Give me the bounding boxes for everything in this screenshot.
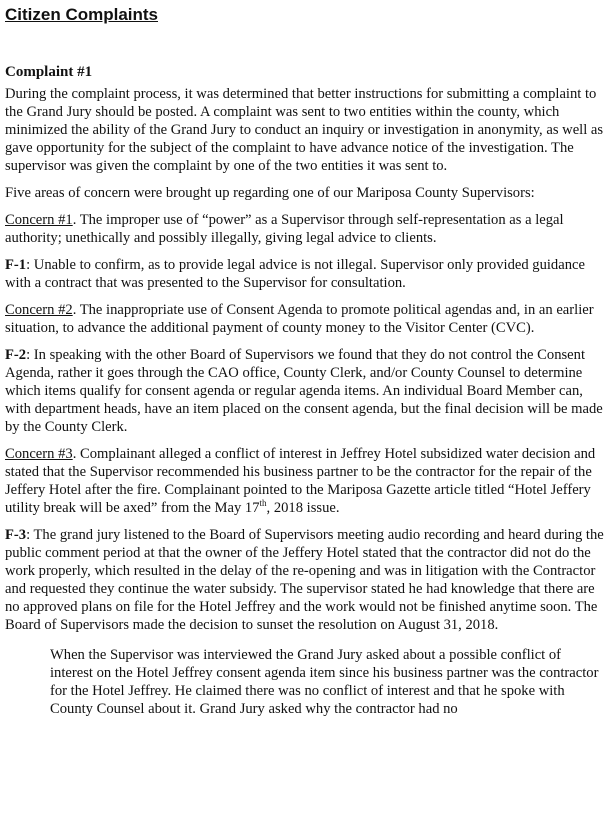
concern-1-label: Concern #1 [5, 212, 73, 228]
finding-3-label: F-3 [5, 527, 27, 543]
concern-1-text: . The improper use of “power” as a Supervisor through self-representation as a legal authority; unethically and possibly illegally, giving legal advice to clients. [5, 212, 564, 246]
intro-paragraph: During the complaint process, it was determined that better instructions for submitting a complaint to the Grand Jury should be posted. A complaint was sent to two entities within the county, which minimized the ability of the Grand Jury to conduct an inquiry or investigation in anonymity, as well as gave opportunity for the subject of the complaint to have advance notice of the investigation. The supervisor was given the complaint by one of the two entities it was sent to. [5, 86, 604, 174]
finding-3-text: : The grand jury listened to the Board of Supervisors meeting audio recording and heard during the public comment period at that the owner of the Jeffery Hotel stated that the contractor did not do the work properly, which resulted in the delay of the re-opening and was in litigation with the Contractor and requested they continue the water subsidy. The supervisor stated he had knowledge that there are no approved plans on file for the Hotel Jeffrey and the work would not be finished anytime soon. The Board of Supervisors made the decision to sunset the resolution on August 31, 2018. [5, 527, 604, 633]
concern-2 [5, 301, 605, 337]
complaint-heading: Complaint #1 [5, 64, 93, 80]
concern-3-sup: th [259, 498, 267, 509]
interview-paragraph: When the Supervisor was interviewed the Grand Jury asked about a possible conflict of interest on the Hotel Jeffrey consent agenda item since his business partner was the contractor for the Hotel Jeffrey. He claimed there was no conflict of interest and that he spoke with County Counsel about it. Grand Jury asked why the contractor had no [50, 647, 599, 717]
concern-1 [5, 211, 605, 247]
finding-2-text: : In speaking with the other Board of Supervisors we found that they do not control the Consent Agenda, rather it goes through the CAO office, County Clerk, and/or County Counsel to determine which items qualify for consent agenda or regular agenda items. An individual Board Member can, with department heads, have an item placed on the consent agenda, but the final decision will be made by the County Clerk. [5, 347, 603, 435]
concern-3-label: Concern #3 [5, 446, 73, 462]
finding-1-text: : Unable to confirm, as to provide legal advice is not illegal. Supervisor only provided guidance with a contract that was presented to the Supervisor for consultation. [5, 257, 585, 291]
finding-3 [5, 526, 605, 634]
finding-1-label: F-1 [5, 257, 27, 273]
concern-3-text-end: , 2018 issue. [266, 500, 340, 516]
finding-2-label: F-2 [5, 347, 27, 363]
concern-2-label: Concern #2 [5, 302, 73, 318]
document-page [5, 4, 605, 727]
concern-3 [5, 445, 605, 517]
finding-1 [5, 256, 605, 292]
concern-3-text: . Complainant alleged a conflict of interest in Jeffrey Hotel subsidized water decision and stated that the Supervisor recommended his business partner to be the contractor for the repair of the Jeffery Hotel after the fire. Complainant pointed to the Mariposa Gazette article titled “Hotel Jeffery utility break will be axed” from the May 17 [5, 446, 596, 516]
concern-2-text: . The inappropriate use of Consent Agenda to promote political agendas and, in an earlier situation, to advance the additional payment of county money to the Visitor Center (CVC). [5, 302, 594, 336]
areas-intro: Five areas of concern were brought up regarding one of our Mariposa County Supervisors: [5, 185, 535, 201]
finding-2 [5, 346, 605, 436]
section-title: Citizen Complaints [5, 5, 159, 24]
